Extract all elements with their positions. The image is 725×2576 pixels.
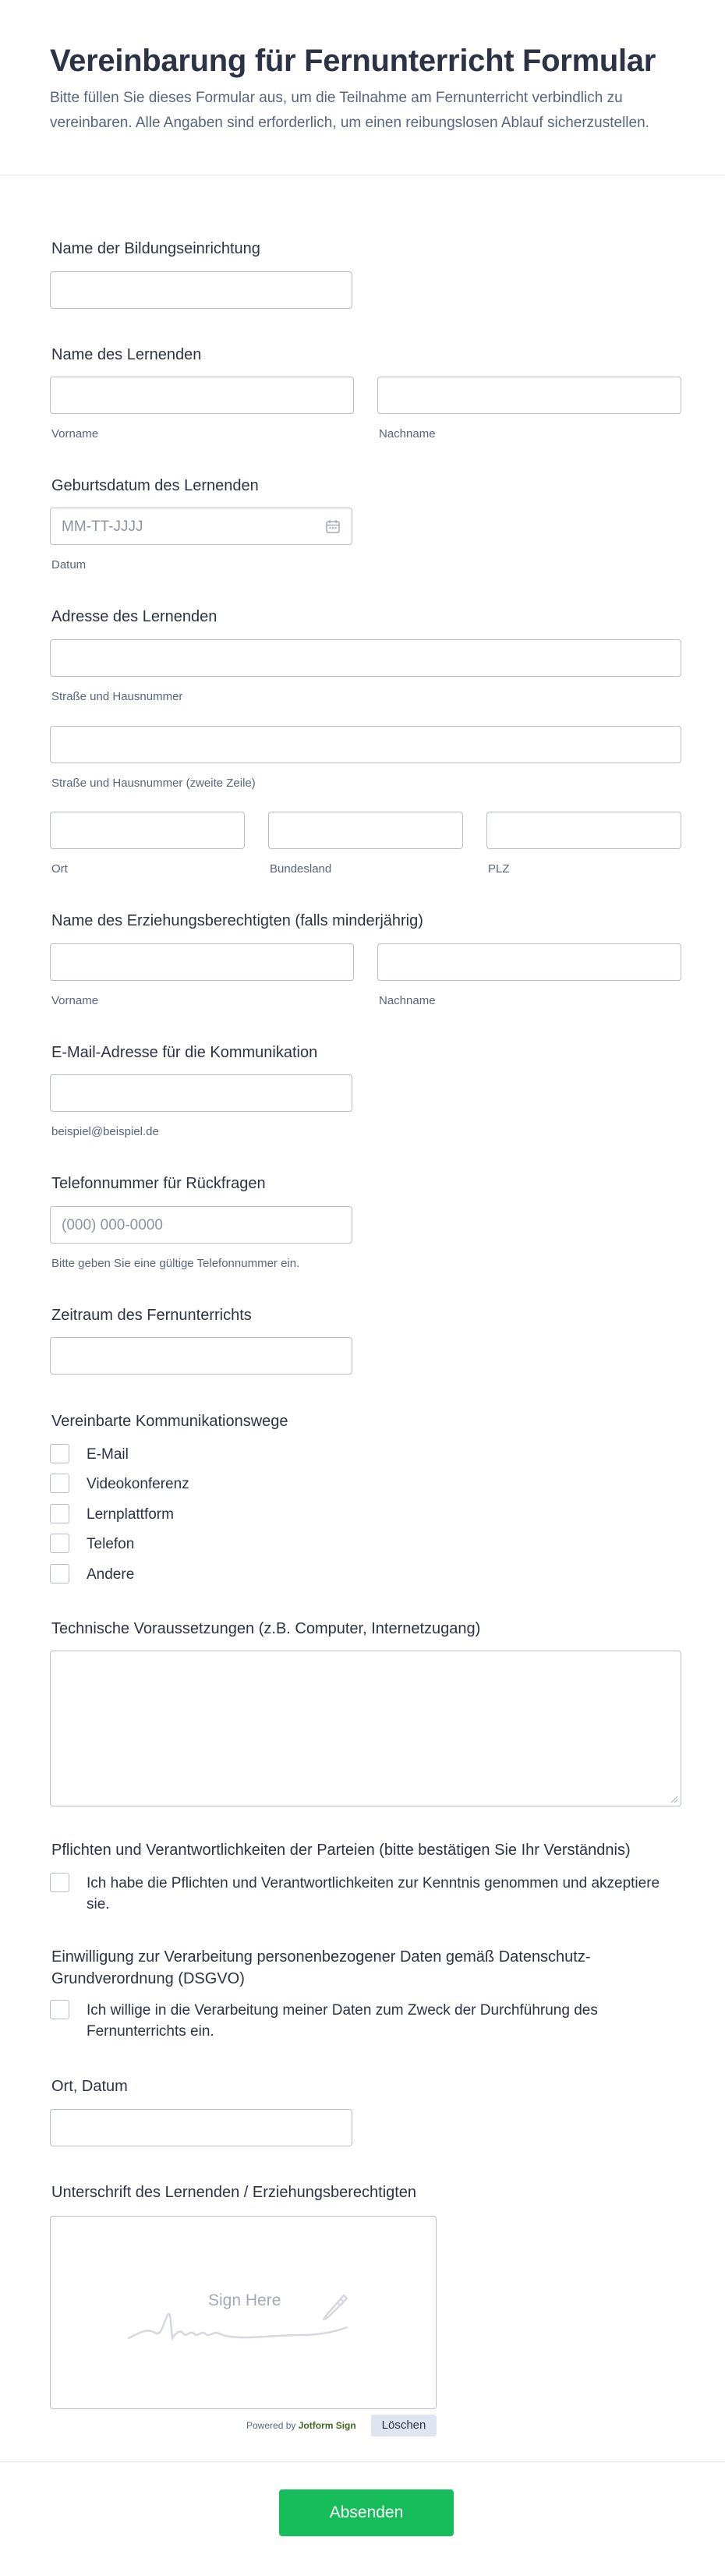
channel-option-phone[interactable] bbox=[50, 1534, 134, 1557]
period-label: Zeitraum des Fernunterrichts bbox=[51, 1307, 252, 1324]
sign-here-text: Sign Here bbox=[208, 2291, 281, 2309]
place-date-label: Ort, Datum bbox=[51, 2078, 128, 2095]
institution-label: Name der Bildungseinrichtung bbox=[51, 240, 260, 257]
zip-sublabel: PLZ bbox=[488, 862, 510, 876]
street-line2-sublabel: Straße und Hausnummer (zweite Zeile) bbox=[51, 777, 256, 790]
institution-input[interactable] bbox=[50, 271, 352, 309]
place-date-input[interactable] bbox=[50, 2109, 352, 2146]
state-sublabel: Bundesland bbox=[270, 862, 332, 876]
street-input[interactable] bbox=[50, 639, 681, 677]
powered-prefix: Powered by bbox=[246, 2420, 299, 2431]
consent-checkbox-label: Ich willige in die Verarbeitung meiner Daten zum Zweck der Durchführung des Fernunterrichts ein. bbox=[87, 2002, 598, 2040]
channels-label: Vereinbarte Kommunikationswege bbox=[51, 1413, 288, 1430]
consent-label: Einwilligung zur Verarbeitung personenbezogener Daten gemäß Datenschutz-Grundverordnung (DSGVO) bbox=[51, 1948, 591, 1987]
guardian-first-name-sublabel: Vorname bbox=[51, 994, 99, 1007]
guardian-first-name-input[interactable] bbox=[50, 943, 354, 981]
checkbox-label: E-Mail bbox=[87, 1446, 129, 1463]
submit-button[interactable]: Absenden bbox=[279, 2489, 454, 2536]
calendar-icon[interactable] bbox=[325, 518, 341, 534]
pen-icon bbox=[324, 2295, 347, 2319]
guardian-last-name-input[interactable] bbox=[377, 943, 681, 981]
state-input[interactable] bbox=[268, 812, 463, 849]
learner-last-name-input[interactable] bbox=[377, 377, 681, 414]
form-title: Vereinbarung für Fernunterricht Formular bbox=[50, 44, 656, 78]
signature-pad[interactable] bbox=[50, 2216, 437, 2409]
phone-label: Telefonnummer für Rückfragen bbox=[51, 1175, 266, 1192]
checkbox[interactable] bbox=[50, 2000, 69, 2019]
learner-last-name-sublabel: Nachname bbox=[379, 427, 436, 441]
phone-placeholder: (000) 000-0000 bbox=[62, 1217, 163, 1233]
tech-label-abs: Technische Voraussetzungen (z.B. Computer, Internetzugang) bbox=[51, 1620, 481, 1637]
form-header bbox=[0, 0, 725, 175]
consent-checkbox-row[interactable] bbox=[50, 2000, 689, 2047]
period-input[interactable] bbox=[50, 1337, 352, 1375]
duties-checkbox-row[interactable] bbox=[50, 1873, 689, 1920]
phone-sublabel: Bitte geben Sie eine gültige Telefonnummer ein. bbox=[51, 1257, 300, 1270]
checkbox[interactable] bbox=[50, 1474, 69, 1493]
street-sublabel: Straße und Hausnummer bbox=[51, 690, 183, 703]
checkbox[interactable] bbox=[50, 1504, 69, 1523]
learner-name-label: Name des Lernenden bbox=[51, 346, 202, 363]
checkbox[interactable] bbox=[50, 1534, 69, 1553]
learner-first-name-sublabel: Vorname bbox=[51, 427, 99, 441]
channel-option-email[interactable] bbox=[50, 1444, 129, 1467]
signature-label: Unterschrift des Lernenden / Erziehungsberechtigten bbox=[51, 2184, 417, 2201]
learner-first-name-input[interactable] bbox=[50, 377, 354, 414]
form-subtitle: Bitte füllen Sie dieses Formular aus, um die Teilnahme am Fernunterricht verbindlich zu vereinbaren. Alle Angaben sind erforderlich, um einen reibungslosen Ablauf sicherzustellen. bbox=[50, 90, 649, 131]
channel-option-video[interactable] bbox=[50, 1474, 189, 1497]
jotform-sign-brand: Jotform Sign bbox=[298, 2420, 356, 2431]
footer-divider bbox=[0, 2461, 725, 2462]
checkbox-label: Telefon bbox=[87, 1536, 135, 1552]
tech-textarea[interactable] bbox=[50, 1651, 681, 1806]
city-input[interactable] bbox=[50, 812, 245, 849]
duties-checkbox-label: Ich habe die Pflichten und Verantwortlichkeiten zur Kenntnis genommen und akzeptiere sie. bbox=[87, 1875, 660, 1913]
signature-scribble-icon bbox=[51, 2217, 437, 2410]
street-line2-input[interactable] bbox=[50, 726, 681, 763]
checkbox[interactable] bbox=[50, 1564, 69, 1583]
checkbox[interactable] bbox=[50, 1873, 69, 1892]
checkbox-label: Andere bbox=[87, 1566, 135, 1583]
checkbox-label: Videokonferenz bbox=[87, 1476, 189, 1492]
checkbox-label: Lernplattform bbox=[87, 1506, 174, 1523]
checkbox[interactable] bbox=[50, 1444, 69, 1463]
date-sublabel: Datum bbox=[51, 558, 87, 571]
duties-label: Pflichten und Verantwortlichkeiten der Parteien (bitte bestätigen Sie Ihr Verständnis) bbox=[51, 1842, 631, 1859]
birthdate-placeholder: MM-TT-JJJJ bbox=[62, 518, 143, 535]
address-label: Adresse des Lernenden bbox=[51, 608, 218, 625]
birthdate-label: Geburtsdatum des Lernenden bbox=[51, 477, 259, 494]
clear-signature-button[interactable]: Löschen bbox=[371, 2415, 437, 2436]
channel-option-other[interactable] bbox=[50, 1564, 134, 1587]
guardian-last-name-sublabel: Nachname bbox=[379, 994, 436, 1007]
zip-input[interactable] bbox=[486, 812, 681, 849]
email-sublabel: beispiel@beispiel.de bbox=[51, 1125, 159, 1138]
phone-input[interactable] bbox=[50, 1206, 352, 1244]
city-sublabel: Ort bbox=[51, 862, 68, 876]
email-label: E-Mail-Adresse für die Kommunikation bbox=[51, 1044, 318, 1061]
channel-option-platform[interactable] bbox=[50, 1504, 174, 1527]
resize-handle-icon[interactable] bbox=[670, 1795, 677, 1803]
powered-by bbox=[246, 2420, 356, 2431]
email-input[interactable] bbox=[50, 1074, 352, 1112]
birthdate-input[interactable] bbox=[50, 508, 352, 545]
guardian-label: Name des Erziehungsberechtigten (falls minderjährig) bbox=[51, 912, 423, 929]
